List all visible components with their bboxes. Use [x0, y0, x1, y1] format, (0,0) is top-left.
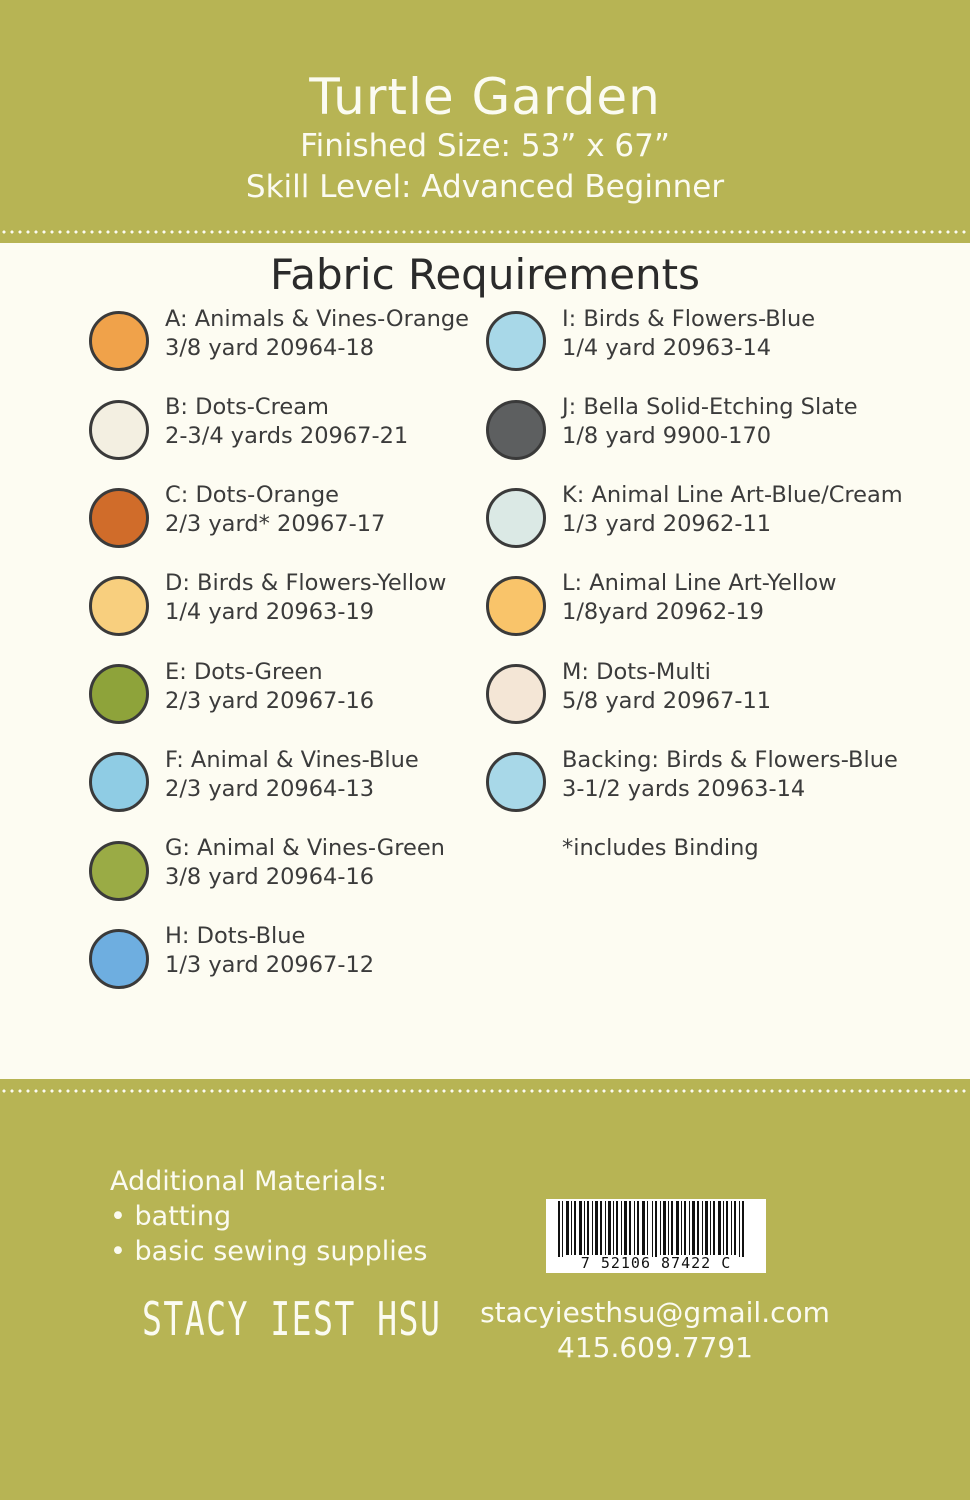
- fabric-swatch-a: [89, 311, 149, 371]
- fabric-name: K: Animal Line Art-Blue/Cream: [562, 482, 903, 508]
- fabric-detail: 2/3 yard 20967-16: [165, 688, 375, 714]
- barcode: [546, 1199, 766, 1273]
- fabric-item-backing: [562, 746, 898, 804]
- fabric-swatch-g: [89, 841, 149, 901]
- fabric-swatch-e: [89, 664, 149, 724]
- fabric-detail: 3/8 yard 20964-18: [165, 335, 375, 361]
- fabric-swatch-f: [89, 752, 149, 812]
- contact-phone: 415.609.7791: [557, 1331, 753, 1364]
- fabric-name: I: Birds & Flowers-Blue: [562, 306, 816, 332]
- fabric-name: B: Dots-Cream: [165, 394, 329, 420]
- fabric-item-d: [165, 569, 446, 627]
- fabric-item-b: [165, 393, 408, 451]
- dotted-divider-top: [0, 230, 970, 234]
- fabric-name: A: Animals & Vines-Orange: [165, 306, 470, 332]
- fabric-swatch-m: [486, 664, 546, 724]
- fabric-item-k: [562, 481, 903, 539]
- fabric-name: Backing: Birds & Flowers-Blue: [562, 747, 898, 773]
- fabric-swatch-backing: [486, 752, 546, 812]
- contact-email[interactable]: stacyiesthsu@gmail.com: [480, 1296, 830, 1329]
- fabric-name: H: Dots-Blue: [165, 923, 306, 949]
- material-item: • batting: [110, 1201, 232, 1232]
- fabric-item-j: [562, 393, 858, 451]
- fabric-swatch-d: [89, 576, 149, 636]
- fabric-item-g: [165, 834, 445, 892]
- fabric-swatch-c: [89, 488, 149, 548]
- fabric-name: D: Birds & Flowers-Yellow: [165, 570, 447, 596]
- fabric-detail: 3-1/2 yards 20963-14: [562, 776, 806, 802]
- fabric-detail: 1/4 yard 20963-19: [165, 599, 375, 625]
- fabric-name: L: Animal Line Art-Yellow: [562, 570, 837, 596]
- fabric-name: M: Dots-Multi: [562, 659, 711, 685]
- fabric-name: G: Animal & Vines-Green: [165, 835, 445, 861]
- fabric-detail: 1/3 yard 20967-12: [165, 952, 375, 978]
- fabric-name: J: Bella Solid-Etching Slate: [562, 394, 858, 420]
- fabric-detail: 1/3 yard 20962-11: [562, 511, 772, 537]
- fabric-item-e: [165, 658, 374, 716]
- fabric-detail: 2/3 yard 20964-13: [165, 776, 375, 802]
- fabric-requirements-heading: Fabric Requirements: [269, 250, 701, 299]
- fabric-detail: 2-3/4 yards 20967-21: [165, 423, 409, 449]
- fabric-swatch-i: [486, 311, 546, 371]
- fabric-item-c: [165, 481, 385, 539]
- designer-logo: STACY IEST HSU: [142, 1292, 442, 1346]
- fabric-item-h: [165, 922, 374, 980]
- fabric-swatch-j: [486, 400, 546, 460]
- fabric-swatch-l: [486, 576, 546, 636]
- fabric-item-l: [562, 569, 837, 627]
- dotted-divider-bottom: [0, 1089, 970, 1093]
- fabric-detail: 1/8yard 20962-19: [562, 599, 764, 625]
- fabric-swatch-b: [89, 400, 149, 460]
- materials-heading: Additional Materials:: [110, 1166, 387, 1197]
- skill-level: Skill Level: Advanced Beginner: [245, 169, 725, 205]
- fabric-swatch-k: [486, 488, 546, 548]
- fabric-detail: 1/4 yard 20963-14: [562, 335, 772, 361]
- binding-note: *includes Binding: [562, 835, 759, 861]
- barcode-bars-icon: [546, 1201, 766, 1257]
- fabric-swatch-h: [89, 929, 149, 989]
- barcode-number: 7 52106 87422 C: [580, 1254, 732, 1272]
- fabric-detail: 3/8 yard 20964-16: [165, 864, 375, 890]
- material-item: • basic sewing supplies: [110, 1236, 428, 1267]
- fabric-name: C: Dots-Orange: [165, 482, 339, 508]
- header: [0, 0, 970, 228]
- fabric-detail: 5/8 yard 20967-11: [562, 688, 772, 714]
- pattern-title: Turtle Garden: [309, 68, 661, 126]
- fabric-name: F: Animal & Vines-Blue: [165, 747, 419, 773]
- additional-materials: [110, 1164, 427, 1269]
- fabric-item-m: [562, 658, 771, 716]
- fabric-item-f: [165, 746, 419, 804]
- fabric-detail: 2/3 yard* 20967-17: [165, 511, 386, 537]
- fabric-name: E: Dots-Green: [165, 659, 323, 685]
- fabric-detail: 1/8 yard 9900-170: [562, 423, 772, 449]
- finished-size: Finished Size: 53” x 67”: [300, 128, 670, 164]
- fabric-item-i: [562, 305, 815, 363]
- fabric-item-a: [165, 305, 469, 363]
